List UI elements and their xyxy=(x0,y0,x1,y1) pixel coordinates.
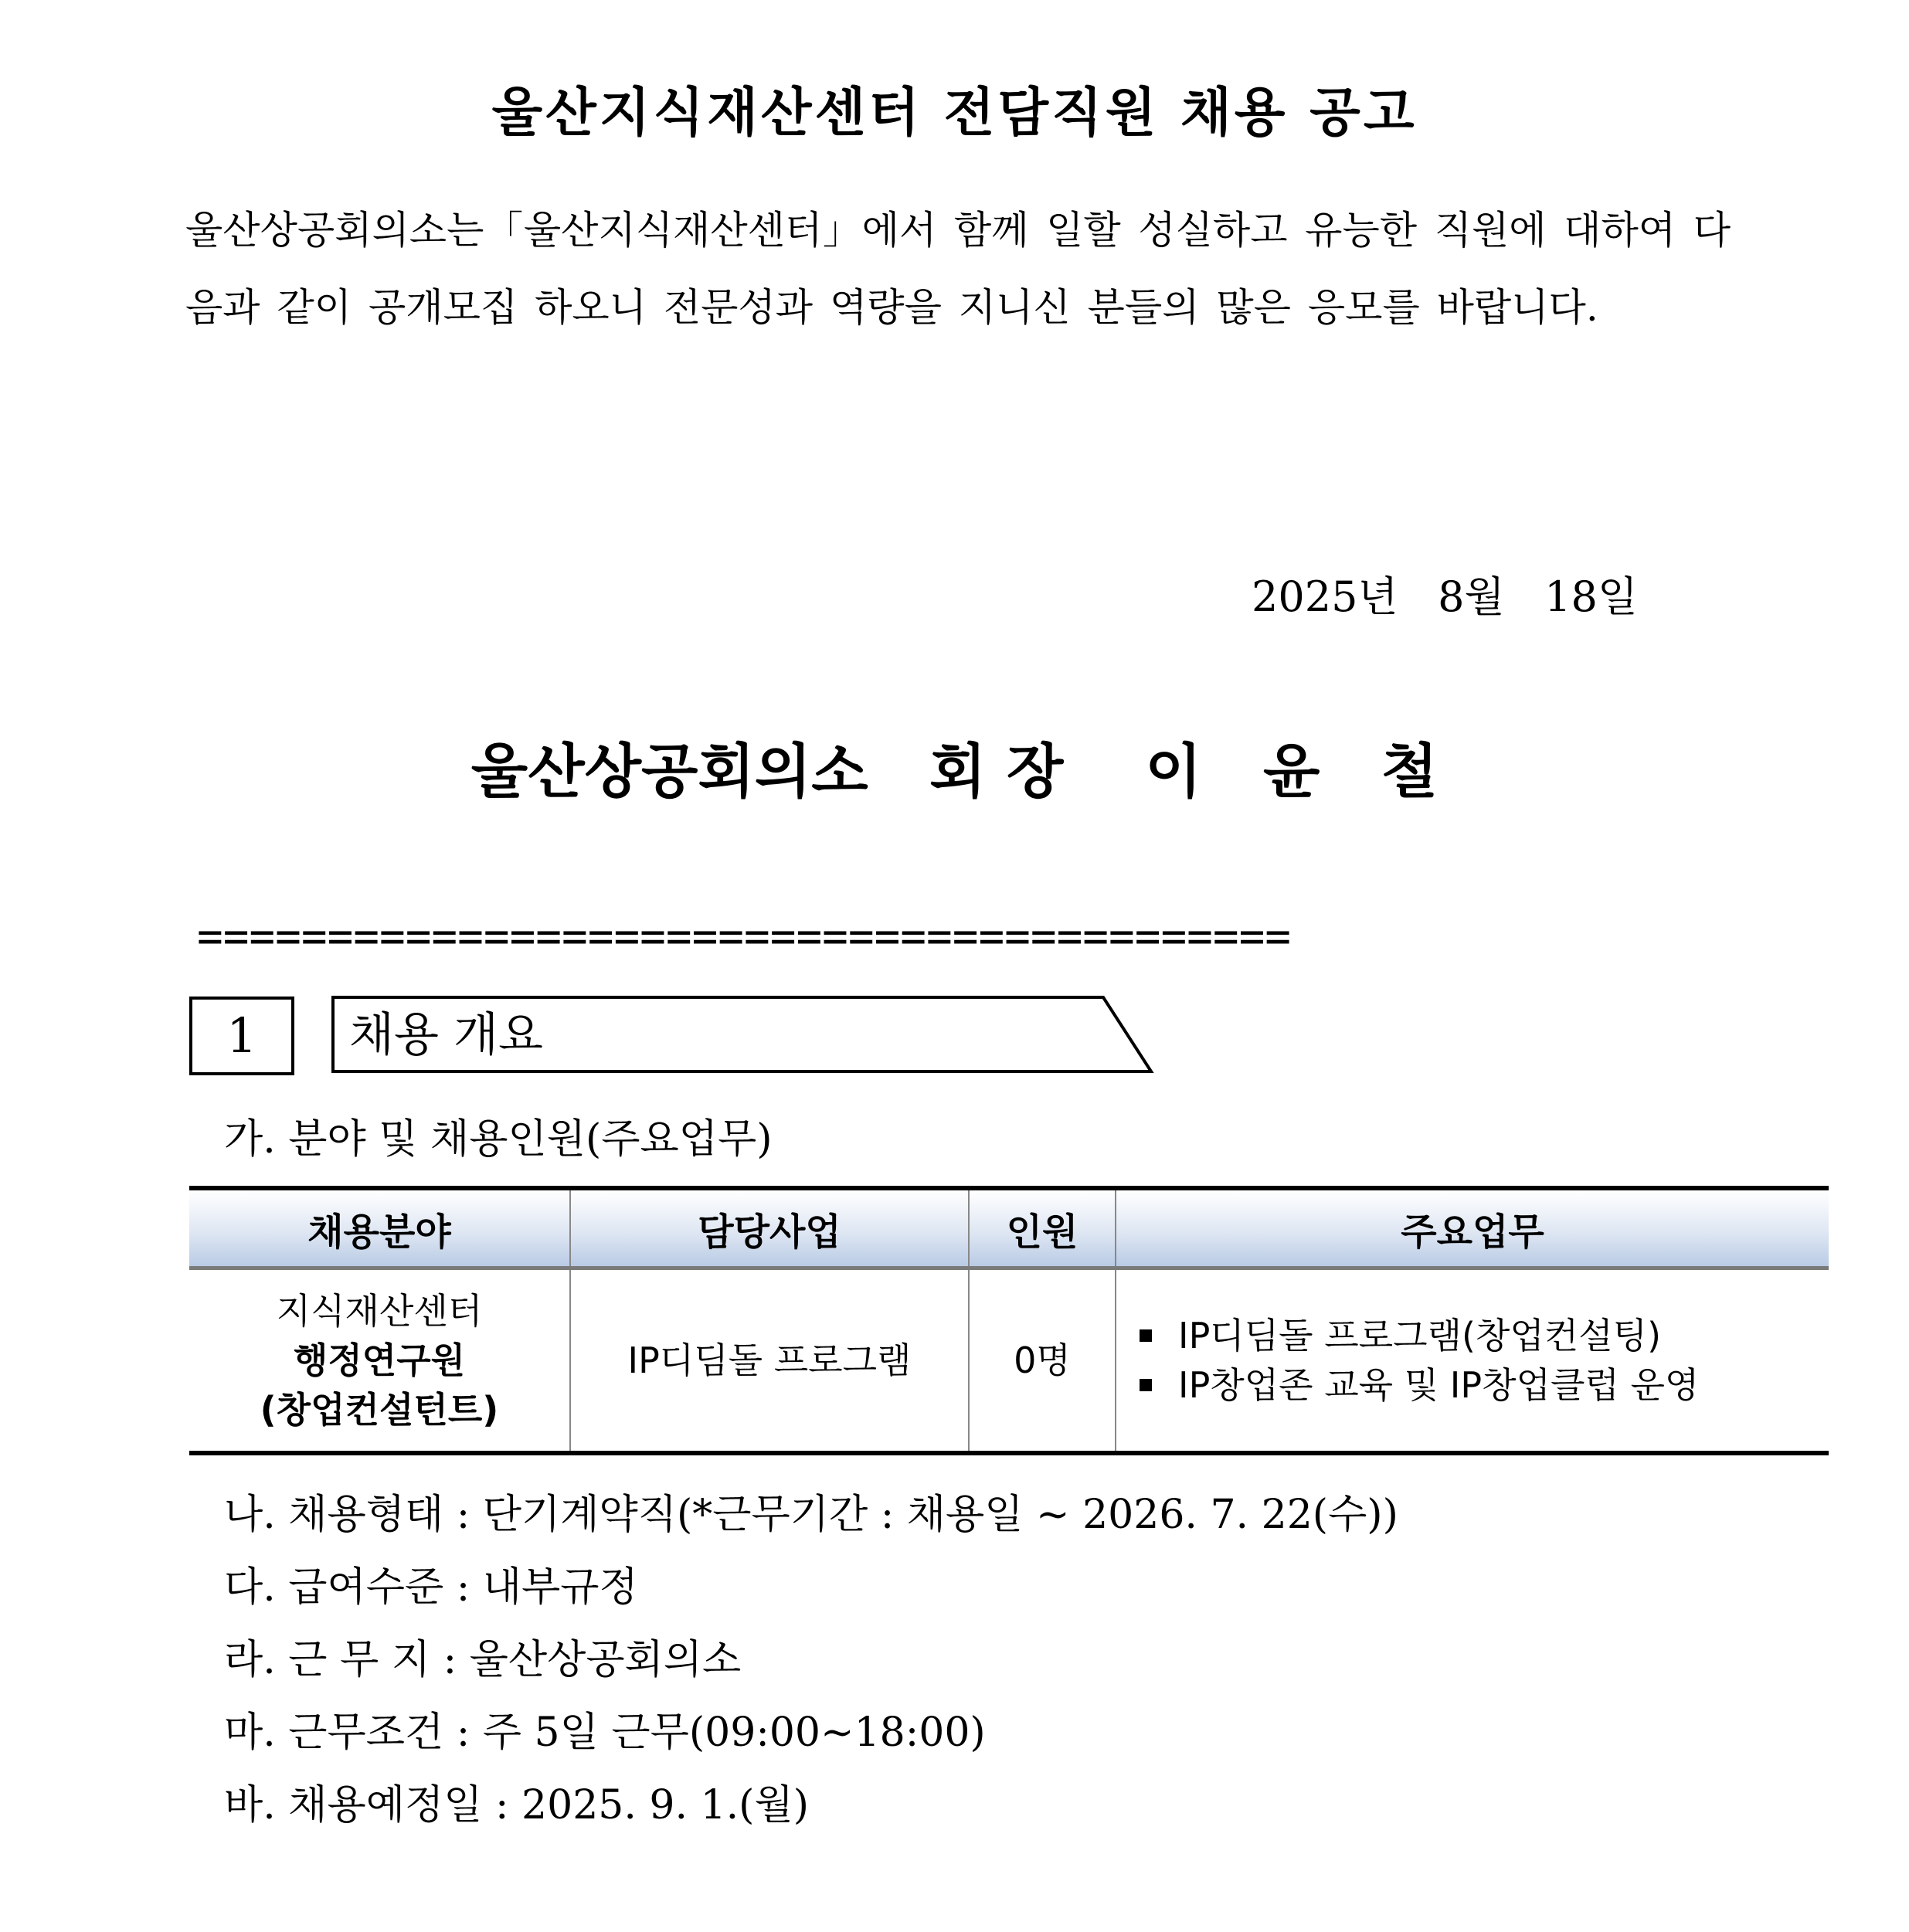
cell-field xyxy=(189,1268,570,1454)
separator-line: ========================================== xyxy=(197,912,1292,962)
item-workplace: 라. 근 무 지 : 울산상공회의소 xyxy=(224,1637,742,1683)
header-field: 채용분야 xyxy=(189,1188,570,1268)
cell-project: IP디딤돌 프로그램 xyxy=(570,1268,969,1454)
subheading-fields: 가. 분야 및 채용인원(주요업무) xyxy=(224,1116,773,1163)
duty-item xyxy=(1140,1311,1828,1360)
item-start-date: 바. 채용예정일 : 2025. 9. 1.(월) xyxy=(224,1782,809,1828)
table-row xyxy=(189,1268,1829,1454)
header-count: 인원 xyxy=(969,1188,1116,1268)
field-position: 행정연구원 xyxy=(293,1339,466,1381)
signer: 울산상공회의소 회 장 이 윤 철 xyxy=(470,737,1439,806)
announcement-date: 2025년 8월 18일 xyxy=(1252,572,1638,621)
section-number-box: 1 xyxy=(189,997,294,1075)
header-duties: 주요업무 xyxy=(1116,1188,1829,1268)
duty-item xyxy=(1140,1360,1828,1410)
intro-paragraph: 울산상공회의소는「울산지식재산센터」에서 함께 일할 성실하고 유능한 직원에 대하여 다음과 같이 공개모집 하오니 전문성과 역량을 지니신 분들의 많은 응모를 바랍니다. xyxy=(185,208,1731,330)
table-header-row xyxy=(189,1188,1829,1268)
square-bullet-icon xyxy=(1140,1329,1152,1342)
item-employment-type: 나. 채용형태 : 단기계약직(*근무기간 : 채용일 ~ 2026. 7. 22(수)) xyxy=(224,1492,1398,1538)
field-role: (창업컨설턴트) xyxy=(260,1389,499,1431)
item-salary: 다. 급여수준 : 내부규정 xyxy=(224,1564,638,1611)
recruitment-table xyxy=(189,1186,1829,1455)
field-center: 지식재산센터 xyxy=(276,1290,483,1332)
section-title: 채용 개요 xyxy=(349,1008,543,1062)
duty-text: IP디딤돌 프로그램(창업컨설팅) xyxy=(1178,1315,1662,1356)
item-work-conditions: 마. 근무조건 : 주 5일 근무(09:00~18:00) xyxy=(224,1710,986,1756)
page-title: 울산지식재산센터 전담직원 채용 공고 xyxy=(491,82,1418,144)
duty-text: IP창업존 교육 및 IP창업클럽 운영 xyxy=(1178,1364,1700,1406)
square-bullet-icon xyxy=(1140,1379,1152,1391)
cell-count: 0명 xyxy=(969,1268,1116,1454)
header-project: 담당사업 xyxy=(570,1188,969,1268)
cell-duties xyxy=(1116,1268,1829,1454)
